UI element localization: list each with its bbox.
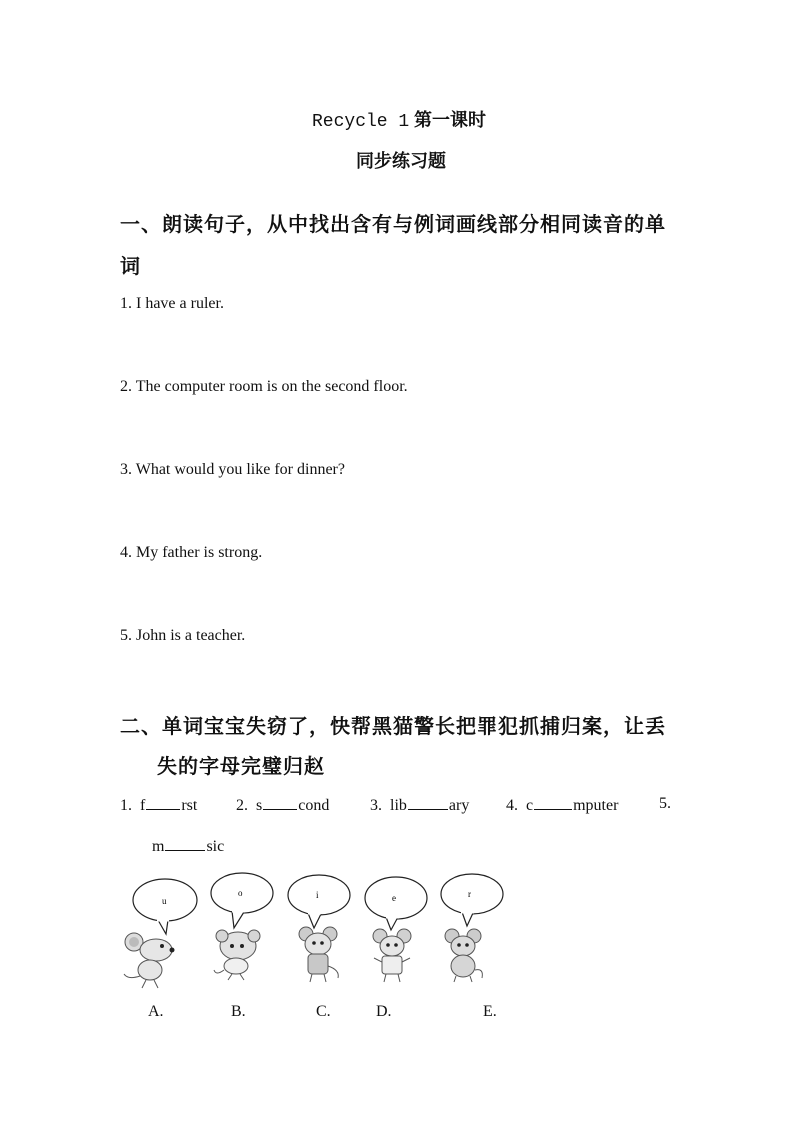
answer-blank[interactable] xyxy=(263,795,297,810)
fill-item-suffix: sic xyxy=(206,838,225,855)
speech-bubble-e xyxy=(441,874,503,926)
bubble-letter-e: r xyxy=(468,889,471,899)
section1-heading-line1: 一、朗读句子，从中找出含有与例词画线部分相同读音的单 xyxy=(120,212,666,236)
sentence-1: 1. I have a ruler. xyxy=(120,295,224,312)
option-c-label: C. xyxy=(316,1003,331,1020)
title-cn: 第一课时 xyxy=(413,110,486,131)
fill-item-1 xyxy=(120,795,197,815)
bubbles-and-mice xyxy=(110,870,630,1000)
fill-item-5 xyxy=(152,836,224,856)
page-title xyxy=(312,106,486,132)
sentence-4: 4. My father is strong. xyxy=(120,544,263,561)
speech-bubble-c xyxy=(288,875,350,928)
fill-item-prefix: m xyxy=(152,838,165,855)
option-d-label: D. xyxy=(376,1003,392,1020)
section2-heading-line2: 失的字母完璧归赵 xyxy=(157,754,325,778)
fill-item-prefix: f xyxy=(140,797,146,814)
fill-item-number: 4. xyxy=(506,797,518,814)
option-e-label: E. xyxy=(483,1003,497,1020)
answer-blank[interactable] xyxy=(165,836,205,851)
sentence-3: 3. What would you like for dinner? xyxy=(120,461,345,478)
answer-blank[interactable] xyxy=(534,795,572,810)
fill-item-suffix: cond xyxy=(298,797,330,814)
fill-item-suffix: mputer xyxy=(573,797,619,814)
bubble-letter-a: u xyxy=(162,896,167,906)
page-subtitle: 同步练习题 xyxy=(356,151,446,172)
sentence-2: 2. The computer room is on the second floor. xyxy=(120,378,408,395)
bubble-letter-b: o xyxy=(238,888,243,898)
section2-heading-line1: 二、单词宝宝失窃了，快帮黑猫警长把罪犯抓捕归案，让丢 xyxy=(120,714,666,738)
fill-item-3 xyxy=(370,795,469,815)
fill-item-prefix: s xyxy=(256,797,263,814)
fill-item-5-number: 5. xyxy=(659,795,671,812)
speech-bubble-d xyxy=(365,877,427,930)
fill-item-prefix: c xyxy=(526,797,534,814)
title-en: Recycle 1 xyxy=(312,112,410,132)
sentence-5: 5. John is a teacher. xyxy=(120,627,246,644)
option-b-label: B. xyxy=(231,1003,246,1020)
fill-item-suffix: ary xyxy=(448,797,470,814)
fill-item-number: 1. xyxy=(120,797,132,814)
mouse-a-icon xyxy=(124,933,175,988)
fill-item-suffix: rst xyxy=(181,797,198,814)
bubble-letter-d: e xyxy=(392,893,396,903)
fill-item-prefix: lib xyxy=(390,797,407,814)
mouse-b-icon xyxy=(214,930,260,980)
mouse-c-icon xyxy=(299,927,338,982)
mouse-d-icon xyxy=(373,929,411,982)
fill-item-number: 2. xyxy=(236,797,248,814)
fill-item-number: 3. xyxy=(370,797,382,814)
speech-bubble-b xyxy=(211,873,273,928)
fill-item-4 xyxy=(506,795,618,815)
bubble-letter-c: i xyxy=(316,890,319,900)
mouse-e-icon xyxy=(445,929,482,982)
fill-item-2 xyxy=(236,795,329,815)
answer-blank[interactable] xyxy=(408,795,448,810)
section1-heading-line2: 词 xyxy=(120,254,141,278)
option-a-label: A. xyxy=(148,1003,164,1020)
speech-bubble-a xyxy=(133,879,197,934)
answer-blank[interactable] xyxy=(146,795,180,810)
